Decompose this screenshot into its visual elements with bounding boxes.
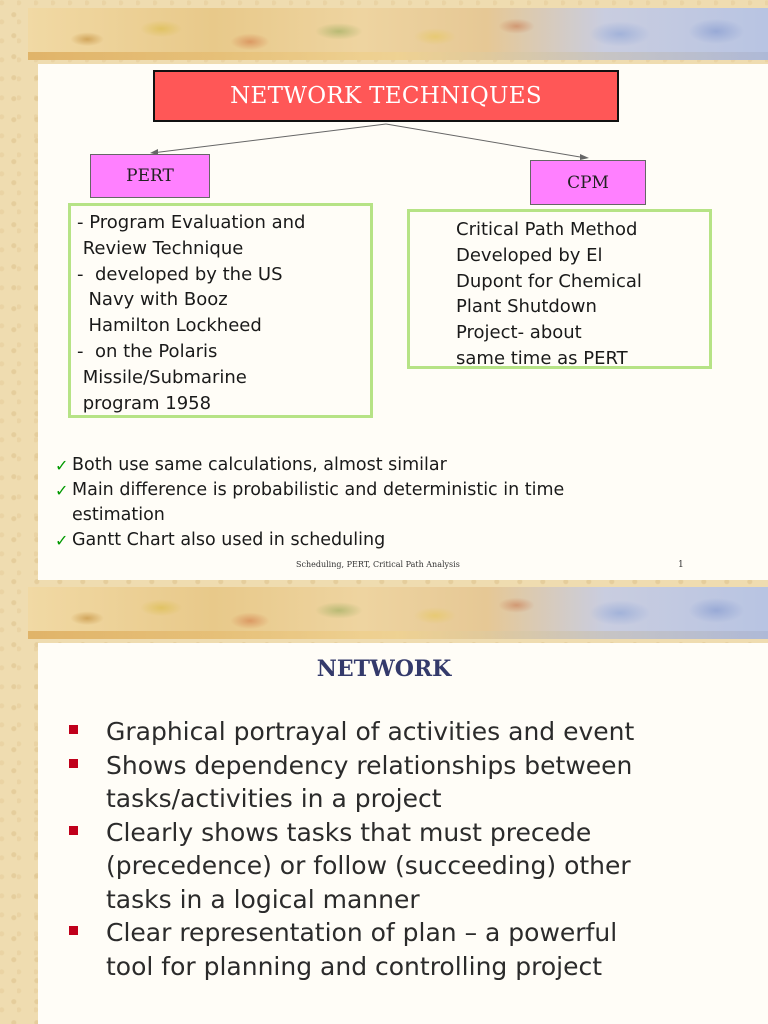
square-bullet-icon [69,759,78,768]
list-item-text: Clear representation of plan – a powerful [106,918,618,947]
page-number: 1 [678,560,684,570]
checkmark-icon: ✓ [55,531,69,550]
cpm-line: same time as PERT [456,347,628,369]
pert-line: - Program Evaluation and [77,212,306,233]
slide-2 [0,585,768,1024]
checkmark-icon: ✓ [55,481,69,500]
pert-description-box [68,203,373,418]
decorative-header-band [28,587,768,639]
pert-line: program 1958 [77,392,212,414]
list-item-text: Shows dependency relationships between [106,750,633,780]
list-item-text: Clearly shows tasks that must precede [106,817,592,847]
cpm-line: Plant Shutdown [456,296,597,318]
pert-label-box: PERT [90,154,210,198]
check-bullet-item [55,478,564,503]
list-item [66,816,634,917]
cpm-label-box: CPM [530,160,646,205]
list-item-text: tool for planning and controlling project [106,951,602,981]
square-bullet-icon [69,826,78,835]
network-title: NETWORK [316,656,452,682]
list-item [66,916,634,983]
cpm-description-box [407,209,712,369]
check-bullet-text: Main difference is probabilistic and deterministic in time [72,480,565,500]
pert-line: - on the Polaris [77,340,218,362]
check-bullet-text: Gantt Chart also used in scheduling [72,530,386,550]
list-item [66,715,634,749]
list-item-text: tasks/activities in a project [106,784,442,813]
pert-line: Review Technique [77,237,244,259]
cpm-line: Developed by El [456,244,603,266]
cpm-line: Critical Path Method [456,219,638,240]
check-bullet-continuation: estimation [72,505,165,525]
cpm-line: Project- about [456,322,582,344]
square-bullet-icon [69,725,78,734]
square-bullet-icon [69,926,78,935]
pert-line: - developed by the US [77,263,283,285]
pert-line: Hamilton Lockheed [77,315,262,337]
cpm-line: Dupont for Chemical [456,270,642,292]
list-item-text: tasks in a logical manner [106,884,420,914]
check-bullet-item [55,528,564,553]
comparison-bullet-list [55,453,564,553]
checkmark-icon: ✓ [55,456,69,475]
check-bullet-text: Both use same calculations, almost similar [72,455,447,475]
list-item [66,749,634,816]
list-item-text: (precedence) or follow (succeeding) other [106,851,631,880]
check-bullet-item [55,453,564,478]
list-item-text: Graphical portrayal of activities and event [106,717,635,746]
slide-footer: Scheduling, PERT, Critical Path Analysis [296,560,460,569]
pert-line: Missile/Submarine [77,366,247,388]
network-bullet-list [66,715,634,983]
network-techniques-title: NETWORK TECHNIQUES [153,70,619,122]
pert-line: Navy with Booz [77,289,228,311]
